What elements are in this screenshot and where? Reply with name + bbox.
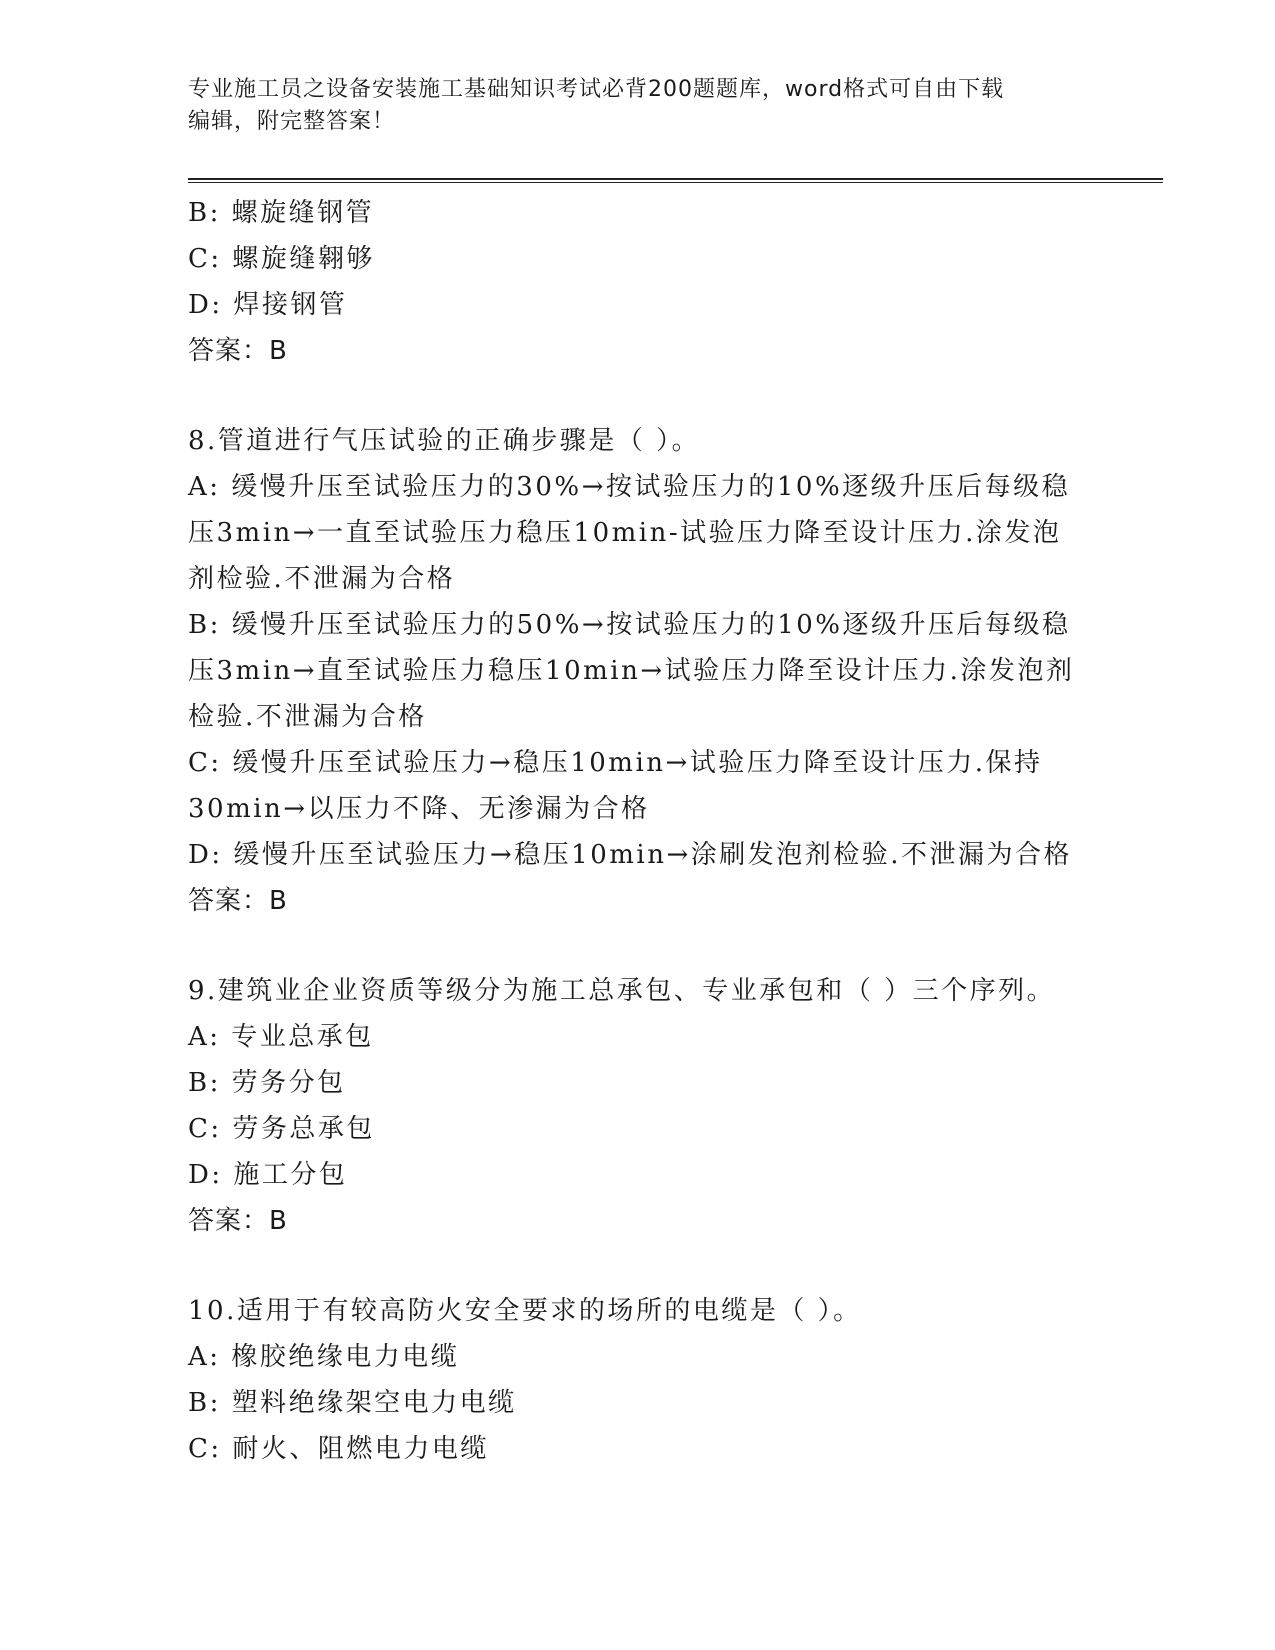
question-block-9 xyxy=(188,968,1088,1244)
spacer xyxy=(188,374,1088,418)
option-line: C: 劳务总承包 xyxy=(188,1114,375,1144)
option-line: 剂检验.不泄漏为合格 xyxy=(188,564,456,594)
option-line: B: 塑料绝缘架空电力电缆 xyxy=(188,1388,517,1418)
option-line: 压3min→一直至试验压力稳压10min-试验压力降至设计压力.涂发泡 xyxy=(188,518,1062,548)
option-line: D: 焊接钢管 xyxy=(188,290,348,320)
option-line: 压3min→直至试验压力稳压10min→试验压力降至设计压力.涂发泡剂 xyxy=(188,656,1075,686)
spacer xyxy=(188,1244,1088,1288)
option-line: B: 劳务分包 xyxy=(188,1068,346,1098)
header-divider-thin xyxy=(188,182,1163,183)
question-text: 8.管道进行气压试验的正确步骤是（ ）。 xyxy=(188,426,701,456)
answer-line: 答案：B xyxy=(188,886,288,916)
option-line: B: 螺旋缝钢管 xyxy=(188,198,375,228)
question-text: 9.建筑业企业资质等级分为施工总承包、专业承包和（ ）三个序列。 xyxy=(188,976,1056,1006)
option-line: 30min→以压力不降、无渗漏为合格 xyxy=(188,794,650,824)
answer-line: 答案：B xyxy=(188,336,288,366)
document-header xyxy=(188,74,1088,138)
header-divider-thick xyxy=(188,178,1163,180)
header-title-line1: 专业施工员之设备安装施工基础知识考试必背200题题库，word格式可自由下载 xyxy=(188,77,1005,102)
option-line: B: 缓慢升压至试验压力的50%→按试验压力的10%逐级升压后每级稳 xyxy=(188,610,1071,640)
question-content xyxy=(188,190,1088,1472)
option-line: C: 耐火、阻燃电力电缆 xyxy=(188,1434,489,1464)
question-text: 10.适用于有较高防火安全要求的场所的电缆是（ ）。 xyxy=(188,1296,862,1326)
spacer xyxy=(188,924,1088,968)
option-line: A: 缓慢升压至试验压力的30%→按试验压力的10%逐级升压后每级稳 xyxy=(188,472,1071,502)
question-block-7 xyxy=(188,190,1088,374)
answer-line: 答案：B xyxy=(188,1206,288,1236)
option-line: C: 螺旋缝翱够 xyxy=(188,244,375,274)
option-line: C: 缓慢升压至试验压力→稳压10min→试验压力降至设计压力.保持 xyxy=(188,748,1043,778)
option-line: D: 施工分包 xyxy=(188,1160,348,1190)
header-title-line2: 编辑，附完整答案！ xyxy=(188,109,396,134)
option-line: A: 橡胶绝缘电力电缆 xyxy=(188,1342,460,1372)
question-block-8 xyxy=(188,418,1088,924)
question-block-10 xyxy=(188,1288,1088,1472)
option-line: A: 专业总承包 xyxy=(188,1022,374,1052)
option-line: D: 缓慢升压至试验压力→稳压10min→涂刷发泡剂检验.不泄漏为合格 xyxy=(188,840,1073,870)
option-line: 检验.不泄漏为合格 xyxy=(188,702,427,732)
